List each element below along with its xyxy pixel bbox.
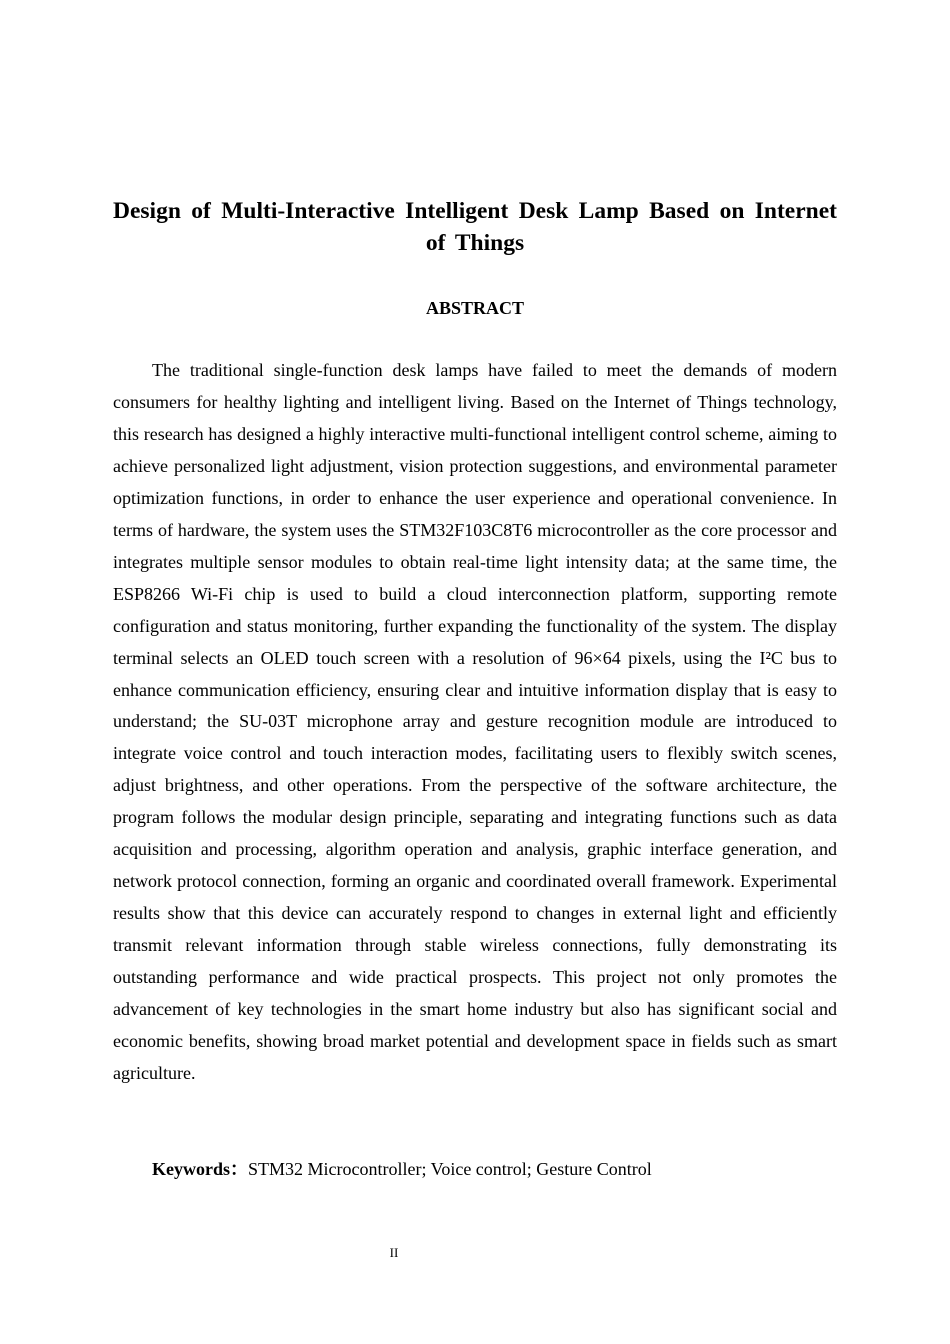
keywords-label: Keywords：: [152, 1159, 248, 1179]
page-number: II: [389, 1245, 399, 1260]
keywords-line: [152, 1155, 837, 1183]
paper-title: Design of Multi-Interactive Intelligent Desk Lamp Based on Internet of Things: [113, 198, 837, 256]
abstract-heading: ABSTRACT: [425, 298, 525, 318]
abstract-paragraph: The traditional single-function desk lamps have failed to meet the demands of modern consumers for healthy lighting and intelligent living. Based on the Internet of Things technology, this research has designed a highly interactive multi-functional intelligent control scheme, aiming to achieve personalized light adjustment, vision protection suggestions, and environmental parameter optimization functions, in order to enhance the user experience and operational convenience. In terms of hardware, the system uses the STM32F103C8T6 microcontroller as the core processor and integrates multiple sensor modules to obtain real-time light intensity data; at the same time, the ESP8266 Wi-Fi chip is used to build a cloud interconnection platform, supporting remote configuration and status monitoring, further expanding the functionality of the system. The display terminal selects an OLED touch screen with a resolution of 96×64 pixels, using the I²C bus to enhance communication efficiency, ensuring clear and intuitive information display that is easy to understand; the SU-03T microphone array and gesture recognition module are introduced to integrate voice control and touch interaction modes, facilitating users to flexibly switch scenes, adjust brightness, and other operations. From the perspective of the software architecture, the program follows the modular design principle, separating and integrating functions such as data acquisition and processing, algorithm operation and analysis, graphic interface generation, and network protocol connection, forming an organic and coordinated overall framework. Experimental results show that this device can accurately respond to changes in external light and efficiently transmit relevant information through stable wireless connections, fully demonstrating its outstanding performance and wide practical prospects. This project not only promotes the advancement of key technologies in the smart home industry but also has significant social and economic benefits, showing broad market potential and development space in fields such as smart agriculture.: [113, 360, 837, 1083]
keywords-value: STM32 Microcontroller; Voice control; Gesture Control: [248, 1159, 652, 1179]
